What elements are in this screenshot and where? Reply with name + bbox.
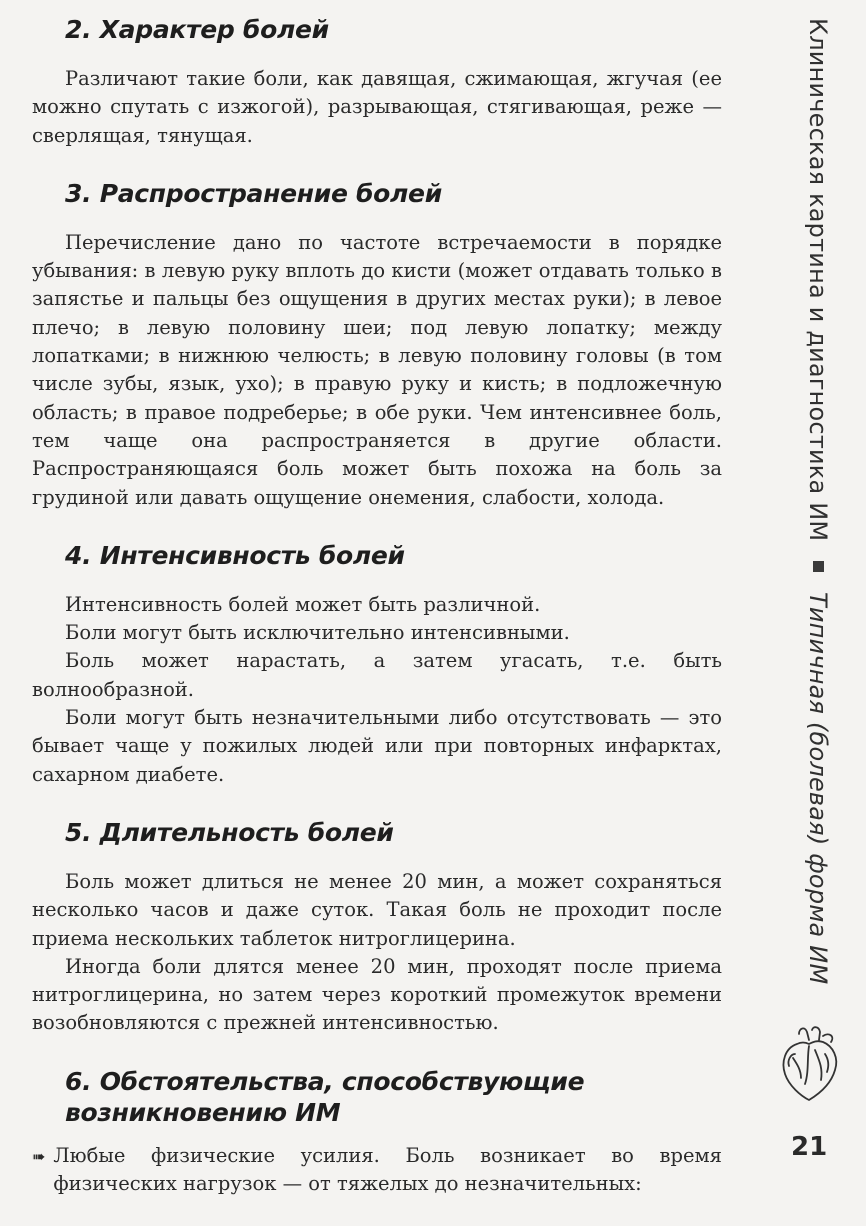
paragraph: Перечисление дано по частоте встречаемости в порядке убывания: в левую руку вплоть до кисти (может отдавать только в запястье и пальцы без ощущения в других местах руки); в левое плечо; в левую половину шеи; под левую лопатку; между лопатками; в нижнюю челюсть; в левую половину головы (в том числе зубы, язык, ухо); в правую руку и кисть; в подложечную область; в правое подреберье; в обе руки. Чем интенсивнее боль, тем чаще она распространяется в другие области. Распространяющаяся боль может быть похожа на боль за грудиной или давать ощущение онемения, слабости, холода. (32, 230, 722, 509)
section-pain-intensity (32, 540, 722, 789)
section-pain-duration (32, 817, 722, 1038)
heading-line-2: возникновению ИМ (65, 1097, 341, 1127)
paragraph: Боль может нарастать, а затем угасать, т.е. быть волнообразной. (32, 649, 722, 701)
paragraph: Различают такие боли, как давящая, сжимающая, жгучая (ее можно спутать с изжогой), разрывающая, стягивающая, реже — сверлящая, тянущая. (32, 67, 722, 147)
chapter-title: Клиническая картина и диагностика ИМ (804, 18, 832, 542)
bullet-item (32, 1142, 722, 1199)
paragraph: Интенсивность болей может быть различной. (65, 592, 541, 616)
heart-icon (779, 1024, 841, 1104)
square-separator-icon (813, 561, 824, 572)
section-mi-circumstances (32, 1066, 722, 1199)
section-heading: 2. Характер болей (65, 15, 329, 44)
arrow-bullet-icon: ➠ (32, 1146, 46, 1166)
paragraph: Любые физические усилия. Боль возникает во время физических нагрузок — от тяжелых до незначительных: (53, 1143, 722, 1196)
paragraph: Боли могут быть исключительно интенсивными. (65, 621, 570, 645)
subsection-title: Типичная (болевая) форма ИМ (804, 591, 832, 985)
main-text (32, 14, 722, 1226)
section-heading: 5. Длительность болей (65, 817, 394, 847)
section-pain-spread (32, 178, 722, 512)
section-heading (65, 1066, 722, 1128)
section-heading: 4. Интенсивность болей (65, 540, 405, 570)
section-heading: 3. Распространение болей (65, 178, 442, 208)
paragraph: Боли могут быть незначительными либо отсутствовать — это бывает чаще у пожилых людей или при повторных инфарктах, сахарном диабете. (32, 706, 722, 786)
page-number: 21 (791, 1132, 828, 1162)
heading-line-1: 6. Обстоятельства, способствующие (65, 1066, 585, 1096)
paragraph: Боль может длиться не менее 20 мин, а может сохраняться несколько часов и даже суток. Такая боль не проходит после приема нескольких таблеток нитроглицерина. (32, 869, 722, 950)
section-pain-character (32, 14, 722, 150)
running-head (798, 18, 838, 984)
paragraph: Иногда боли длятся менее 20 мин, проходят после приема нитроглицерина, но затем через короткий промежуток времени возобновляются с прежней интенсивностью. (32, 954, 722, 1035)
